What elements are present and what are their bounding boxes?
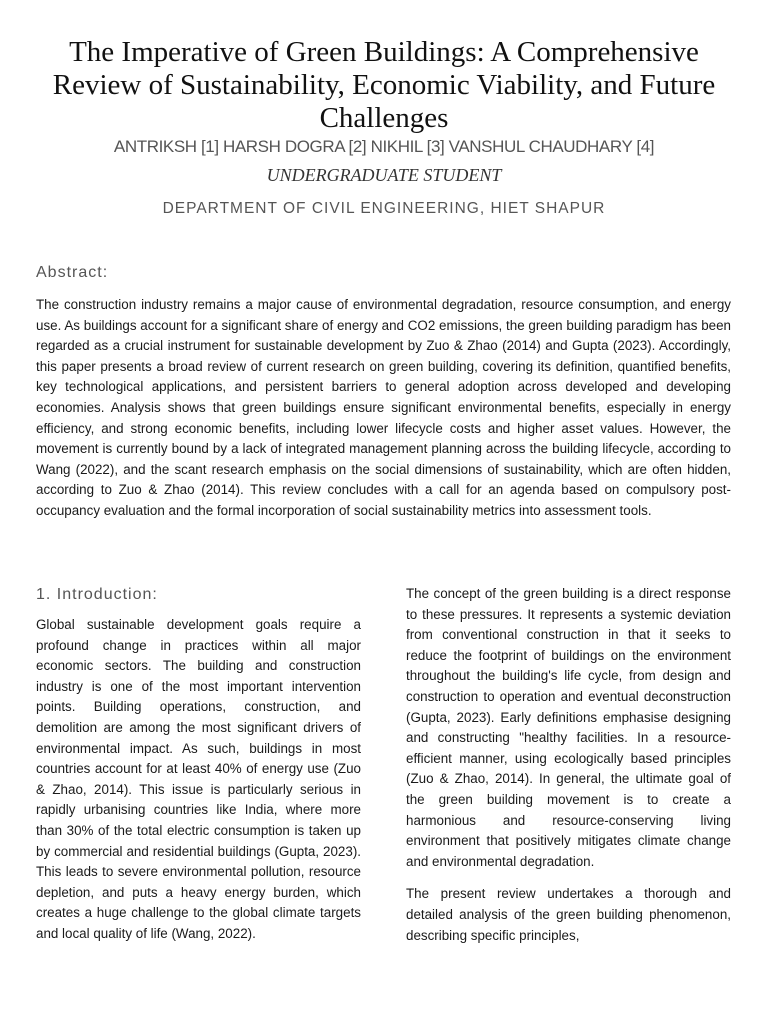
- introduction-paragraph: The concept of the green building is a direct response to these pressures. It represents a systemic deviation from conventional construction in that it seeks to reduce the footprint of buildings on the environment throughout the building's life cycle, from design and construction to operation and eventual deconstruction (Gupta, 2023). Early definitions emphasise designing and constructing "healthy facilities. In a resource-efficient manner, using ecologically based principles (Zuo & Zhao, 2014). In general, the ultimate goal of the green building movement is to create a harmonious and resource-conserving living environment that positively mitigates climate change and environmental degradation.: [406, 586, 731, 869]
- introduction-paragraph: Global sustainable development goals require a profound change in practices within all major economic sectors. The building and construction industry is one of the most important intervention points. Building operations, construction, and demolition are among the most significant drivers of environmental impact. As such, buildings in most countries account for at least 40% of energy use (Zuo & Zhao, 2014). This issue is particularly serious in rapidly urbanising countries like India, where more than 30% of the total electric consumption is taken up by commercial and residential buildings (Gupta, 2023). This leads to severe environmental pollution, resource depletion, and puts a heavy energy burden, which creates a huge challenge to the global climate targets and local quality of life (Wang, 2022).: [36, 617, 361, 941]
- introduction-heading: 1. Introduction:: [36, 586, 158, 603]
- abstract-text: The construction industry remains a major cause of environmental degradation, resource consumption, and energy use. As buildings account for a significant share of energy and CO2 emissions, the green building paradigm has been regarded as a crucial instrument for sustainable development by Zuo & Zhao (2014) and Gupta (2023). Accordingly, this paper presents a broad review of current research on green building, covering its definition, quantified benefits, key technological applications, and persistent barriers to general adoption across developed and developing economies. Analysis shows that green buildings ensure significant environmental benefits, especially in energy efficiency, and strong economic benefits, including lower lifecycle costs and higher asset values. However, the movement is currently bound by a lack of integrated management planning across the building lifecycle, according to Wang (2022), and the scant research emphasis on the social dimensions of sustainability, which are often hidden, according to Zuo & Zhao (2014). This review concludes with a call for an agenda based on compulsory post-occupancy evaluation and the formal incorporation of social sustainability metrics into assessment tools.: [36, 297, 731, 518]
- paper-title: The Imperative of Green Buildings: A Comprehensive Review of Sustainability, Economic Viability, and Future Challenges: [52, 36, 716, 134]
- introduction-paragraph: The present review undertakes a thorough and detailed analysis of the green building phenomenon, describing specific principles,: [406, 886, 731, 943]
- author-role: UNDERGRADUATE STUDENT: [266, 165, 502, 185]
- left-column: [36, 584, 361, 957]
- author-list: ANTRIKSH [1] HARSH DOGRA [2] NIKHIL [3] VANSHUL CHAUDHARY [4]: [113, 137, 655, 156]
- right-column: [406, 584, 731, 958]
- abstract-heading: Abstract:: [36, 264, 109, 281]
- author-department: DEPARTMENT OF CIVIL ENGINEERING, HIET SHAPUR: [162, 200, 606, 217]
